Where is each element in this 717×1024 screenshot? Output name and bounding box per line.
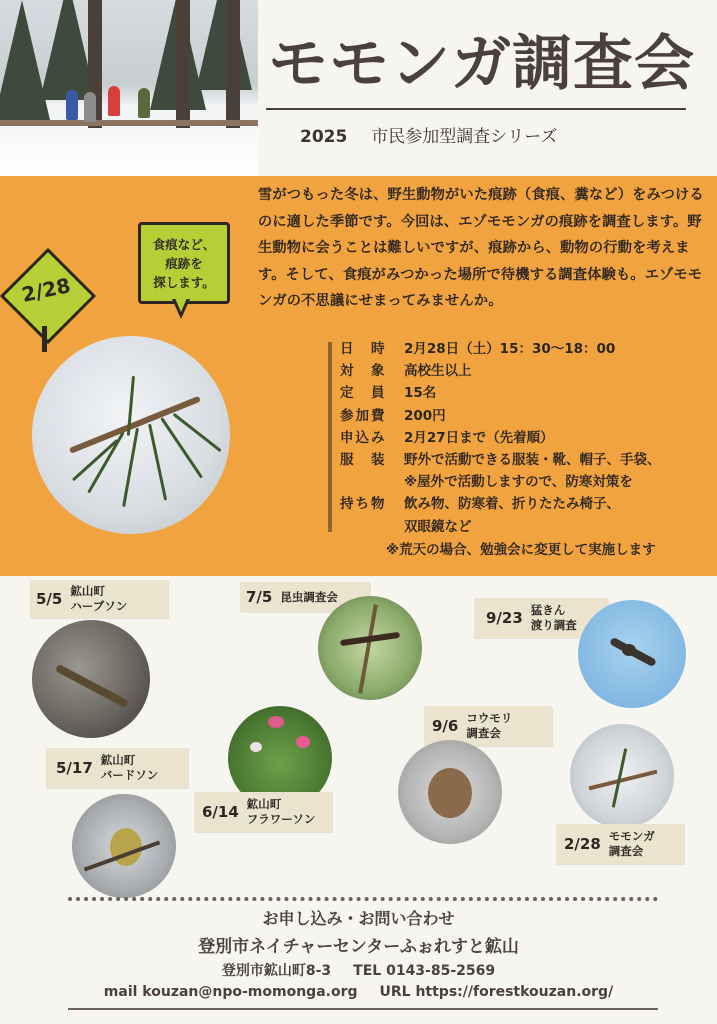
website-link[interactable]: URL https://forestkouzan.org/ xyxy=(379,984,614,1000)
event-name: 渡り調査 xyxy=(530,618,577,632)
event-photo-raptor xyxy=(578,600,686,708)
event-photo-dragonfly xyxy=(318,596,422,700)
detail-row-belongings xyxy=(326,493,711,515)
event-details xyxy=(326,338,711,562)
organization-name: 登別市ネイチャーセンターふぉれすと鉱山 xyxy=(198,937,519,957)
detail-value: 2月27日まで（先着順） xyxy=(404,429,554,446)
bubble-line: 探します。 xyxy=(153,274,215,290)
hero-photo xyxy=(0,0,258,176)
detail-row-application xyxy=(326,427,711,449)
bubble-line: 食痕など、 xyxy=(152,236,216,252)
event-name: フラワーソン xyxy=(246,812,316,826)
event-name: モモンガ xyxy=(608,829,655,843)
footer-bottom-rule xyxy=(68,1008,658,1010)
web-line xyxy=(0,984,717,1000)
detail-value: 200円 xyxy=(404,407,446,424)
detail-value: 2月28日（土）15：30～18：00 xyxy=(404,341,616,357)
detail-label: 申込み xyxy=(340,429,387,446)
event-name: コウモリ xyxy=(466,711,513,725)
event-name: 調査会 xyxy=(608,844,644,858)
detail-clothing-continued: ※屋外で活動しますので、防寒対策を xyxy=(404,474,633,491)
event-name: 昆虫調査会 xyxy=(280,589,338,604)
detail-row-capacity xyxy=(326,382,711,404)
date-sign-post xyxy=(42,326,47,352)
address-line xyxy=(0,960,717,980)
contact-heading: お申し込み・お問い合わせ xyxy=(262,909,455,928)
detail-label: 定 員 xyxy=(340,385,387,402)
weather-note: ※荒天の場合、勉強会に変更して実施します xyxy=(386,541,656,558)
event-photo-momonga xyxy=(570,724,674,828)
event-photo-bat xyxy=(398,740,502,844)
title-underline xyxy=(266,108,686,110)
event-schedule xyxy=(0,576,717,886)
detail-value: 高校生以上 xyxy=(404,363,472,380)
event-date: 9/6 xyxy=(432,716,459,735)
event-photo-bird xyxy=(72,794,176,898)
event-name: 鉱山町 xyxy=(100,753,136,767)
detail-label: 服 装 xyxy=(340,452,387,469)
event-label-momonga xyxy=(556,824,684,864)
event-date: 5/17 xyxy=(56,758,93,777)
event-date: 7/5 xyxy=(246,587,273,606)
address: 登別市鉱山町8-3 xyxy=(221,963,332,979)
detail-value: 飲み物、防寒着、折りたたみ椅子、 xyxy=(404,496,620,513)
detail-value: 野外で活動できる服装・靴、帽子、手袋、 xyxy=(404,452,661,469)
detail-row-fee xyxy=(326,405,711,427)
event-label-herbathon xyxy=(30,580,168,618)
subtitle xyxy=(300,122,557,147)
event-name: ハーブソン xyxy=(70,599,128,613)
event-name: 調査会 xyxy=(466,726,501,740)
detail-value: 15名 xyxy=(404,385,437,402)
series-name: 市民参加型調査シリーズ xyxy=(371,127,558,147)
event-name: バードソン xyxy=(100,768,159,782)
event-date: 5/5 xyxy=(36,589,63,608)
detail-belongings-continued: 双眼鏡など xyxy=(404,518,472,535)
event-label-birdathon xyxy=(46,748,188,788)
detail-row-target xyxy=(326,360,711,382)
event-name: 鉱山町 xyxy=(246,797,282,811)
speech-bubble xyxy=(138,222,230,304)
intro-text: 雪がつもった冬は、野生動物がいた痕跡（食痕、糞など）をみつけるのに適した季節です。今回は、エゾモモンガの痕跡を調査します。野生動物に会うことは難しいですが、痕跡から、動物の行動を考えます。そして、食痕がみつかった場所で待機する調査体験も。エゾモモンガの不思議にせまってみませんか。 xyxy=(258,187,704,310)
page-title: モモンガ調査会 xyxy=(268,29,695,99)
detail-row-clothing xyxy=(326,449,711,471)
email-link[interactable]: mail kouzan@npo-momonga.org xyxy=(103,984,358,1000)
date-sign-text: 2/28 xyxy=(19,273,73,307)
event-name: 鉱山町 xyxy=(70,584,105,598)
event-name: 猛きん xyxy=(530,603,566,617)
footer-divider xyxy=(68,897,658,901)
event-date: 6/14 xyxy=(202,802,239,821)
event-photo-lizard xyxy=(32,620,150,738)
event-date: 9/23 xyxy=(486,608,523,627)
bubble-line: 痕跡を xyxy=(165,255,203,271)
year: 2025 xyxy=(300,127,348,147)
detail-label: 日 時 xyxy=(340,341,387,357)
event-date: 2/28 xyxy=(564,834,601,853)
detail-row-date xyxy=(326,338,711,360)
detail-label: 対 象 xyxy=(340,363,387,380)
speech-bubble-tail-fill xyxy=(175,298,187,312)
main-photo xyxy=(32,336,230,534)
event-label-flowerathon xyxy=(194,792,332,832)
detail-label: 持ち物 xyxy=(340,496,387,513)
detail-label: 参加費 xyxy=(340,407,387,424)
telephone: TEL 0143-85-2569 xyxy=(353,963,496,979)
